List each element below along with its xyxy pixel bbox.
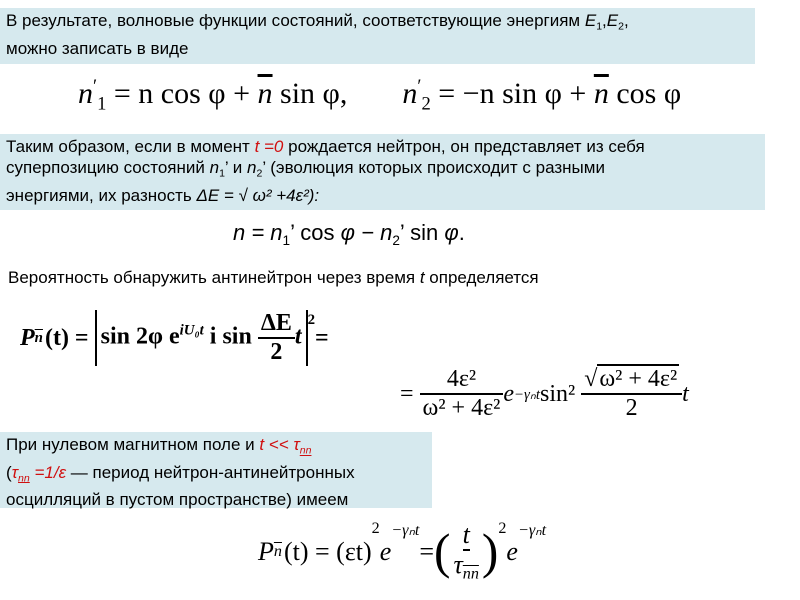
exponent: 2 [307, 312, 315, 328]
exponent: 2 [498, 520, 507, 537]
numerator: 4ε² [420, 366, 504, 395]
text: и [228, 158, 248, 177]
expression: (t) = [44, 324, 89, 351]
text: осцилляций в пустом пространстве) имеем [6, 490, 349, 510]
symbol-e: e [506, 536, 518, 566]
symbol-nbar: $\overline{n}$ [257, 77, 273, 111]
symbol-P: P [20, 324, 35, 351]
text: Вероятность обнаружить антинейтрон через время [8, 268, 420, 287]
symbol-n: n [247, 158, 257, 177]
intro-text-line2: можно записать в виде [6, 38, 189, 58]
numerator: ΔE [258, 310, 295, 339]
time-zero: t =0 [254, 137, 284, 156]
fraction [581, 366, 682, 422]
separator: , [602, 11, 607, 30]
absolute-value [95, 310, 308, 366]
wavefunction-equation [78, 76, 681, 116]
expression: ’ sin [399, 220, 445, 245]
energy-index: 2 [618, 20, 624, 33]
separator: , [623, 11, 629, 30]
symbol-P: P [258, 536, 274, 566]
expression: n = n [233, 220, 283, 245]
zero-field-box [0, 432, 432, 508]
index: 2 [421, 93, 431, 115]
text: суперпозицию состояний [6, 158, 210, 177]
expression: cos φ [608, 77, 682, 111]
probability-equation [20, 310, 329, 366]
index: nn [462, 565, 479, 583]
equals: = [419, 536, 435, 566]
radicand: ω² + 4ε² [599, 366, 678, 392]
index: 1 [282, 232, 291, 248]
index: 2 [392, 232, 400, 248]
probability-text [8, 267, 539, 288]
expression: − n [355, 220, 393, 245]
energy-symbol: E [606, 11, 619, 30]
expression: (t) = (εt) [283, 536, 372, 566]
condition: t << τ [259, 435, 300, 454]
text: определяется [424, 268, 539, 287]
numerator [581, 366, 682, 395]
text: рождается нейтрон, он представляет из себя [283, 137, 645, 156]
denominator: 2 [625, 395, 638, 421]
symbol-e: e [503, 380, 515, 407]
probability-expansion [400, 366, 689, 422]
text: — период нейтрон-антинейтронных [66, 462, 355, 482]
symbol-nbar: $\overline{n}$ [593, 77, 609, 111]
expression: sin² [539, 380, 576, 407]
text: энергиями, их разность [6, 185, 197, 205]
text: Таким образом, если в момент [6, 137, 255, 156]
text: При нулевом магнитном поле и [6, 435, 260, 454]
symbol-n: n [402, 77, 418, 111]
fraction [258, 310, 295, 366]
denominator [450, 550, 481, 584]
exponent: iU₀t [179, 322, 204, 339]
exponent: −γₙt [391, 522, 420, 539]
index: 1 [97, 93, 107, 115]
expression: i sin [203, 323, 252, 350]
symbol-tau: τ [11, 462, 19, 482]
prime: ’ [262, 158, 266, 177]
expression: = n cos φ + [106, 77, 258, 111]
denominator: 2 [270, 339, 283, 365]
prime: ′ [93, 76, 98, 97]
expression: = −n sin φ + [430, 77, 594, 111]
index: 1 [219, 167, 225, 180]
denominator: ω² + 4ε² [422, 395, 501, 421]
expression: sin φ, [272, 77, 348, 111]
equals: = [315, 324, 329, 351]
exponent: 2 [371, 520, 380, 537]
index: nn [299, 444, 312, 457]
numerator: t [462, 520, 470, 549]
sqrt: √ω² + 4ε² [584, 366, 678, 392]
prime: ′ [417, 76, 422, 97]
energy-symbol: E [584, 11, 597, 30]
intro-text: В результате, волновые функции состояний, соответствующие энергиям [6, 11, 585, 30]
left-paren: ( [434, 524, 451, 580]
symbol-phi: φ [444, 220, 459, 245]
symbol-t: t [294, 323, 302, 350]
symbol-t: t [419, 268, 425, 287]
equals: = [400, 380, 414, 407]
symbol-nbar: $\overline{n}$ [273, 542, 282, 560]
text: (эволюция которых происходит с разными [265, 158, 605, 177]
prime: ’ [224, 158, 229, 177]
fraction [420, 366, 504, 422]
intro-box [0, 8, 755, 64]
symbol-t: t [682, 380, 689, 407]
symbol-e: e [379, 536, 392, 566]
exponent: −γₙt [514, 386, 540, 403]
expression: sin 2φ e [100, 323, 180, 350]
symbol-nbar: $\overline{n}$ [34, 329, 43, 346]
symbol-n: n [78, 77, 93, 111]
superposition-equation [233, 220, 465, 248]
exponent: −γₙt [517, 522, 547, 539]
symbol-tau: τ [453, 550, 463, 579]
symbol-phi: φ [340, 220, 356, 245]
superposition-box [0, 134, 765, 210]
energy-difference: ΔE = √ ω² +4ε²): [196, 185, 320, 205]
result-equation [258, 520, 546, 584]
energy-index: 1 [596, 20, 603, 33]
text: ( [6, 462, 12, 482]
fraction [450, 520, 481, 584]
index: nn [18, 472, 30, 485]
expression: ’ cos [290, 220, 341, 245]
symbol-n: n [209, 158, 220, 177]
expression: . [458, 220, 465, 245]
period-value: =1/ε [29, 462, 67, 482]
right-paren: ) [481, 524, 499, 580]
index: 2 [256, 167, 263, 180]
